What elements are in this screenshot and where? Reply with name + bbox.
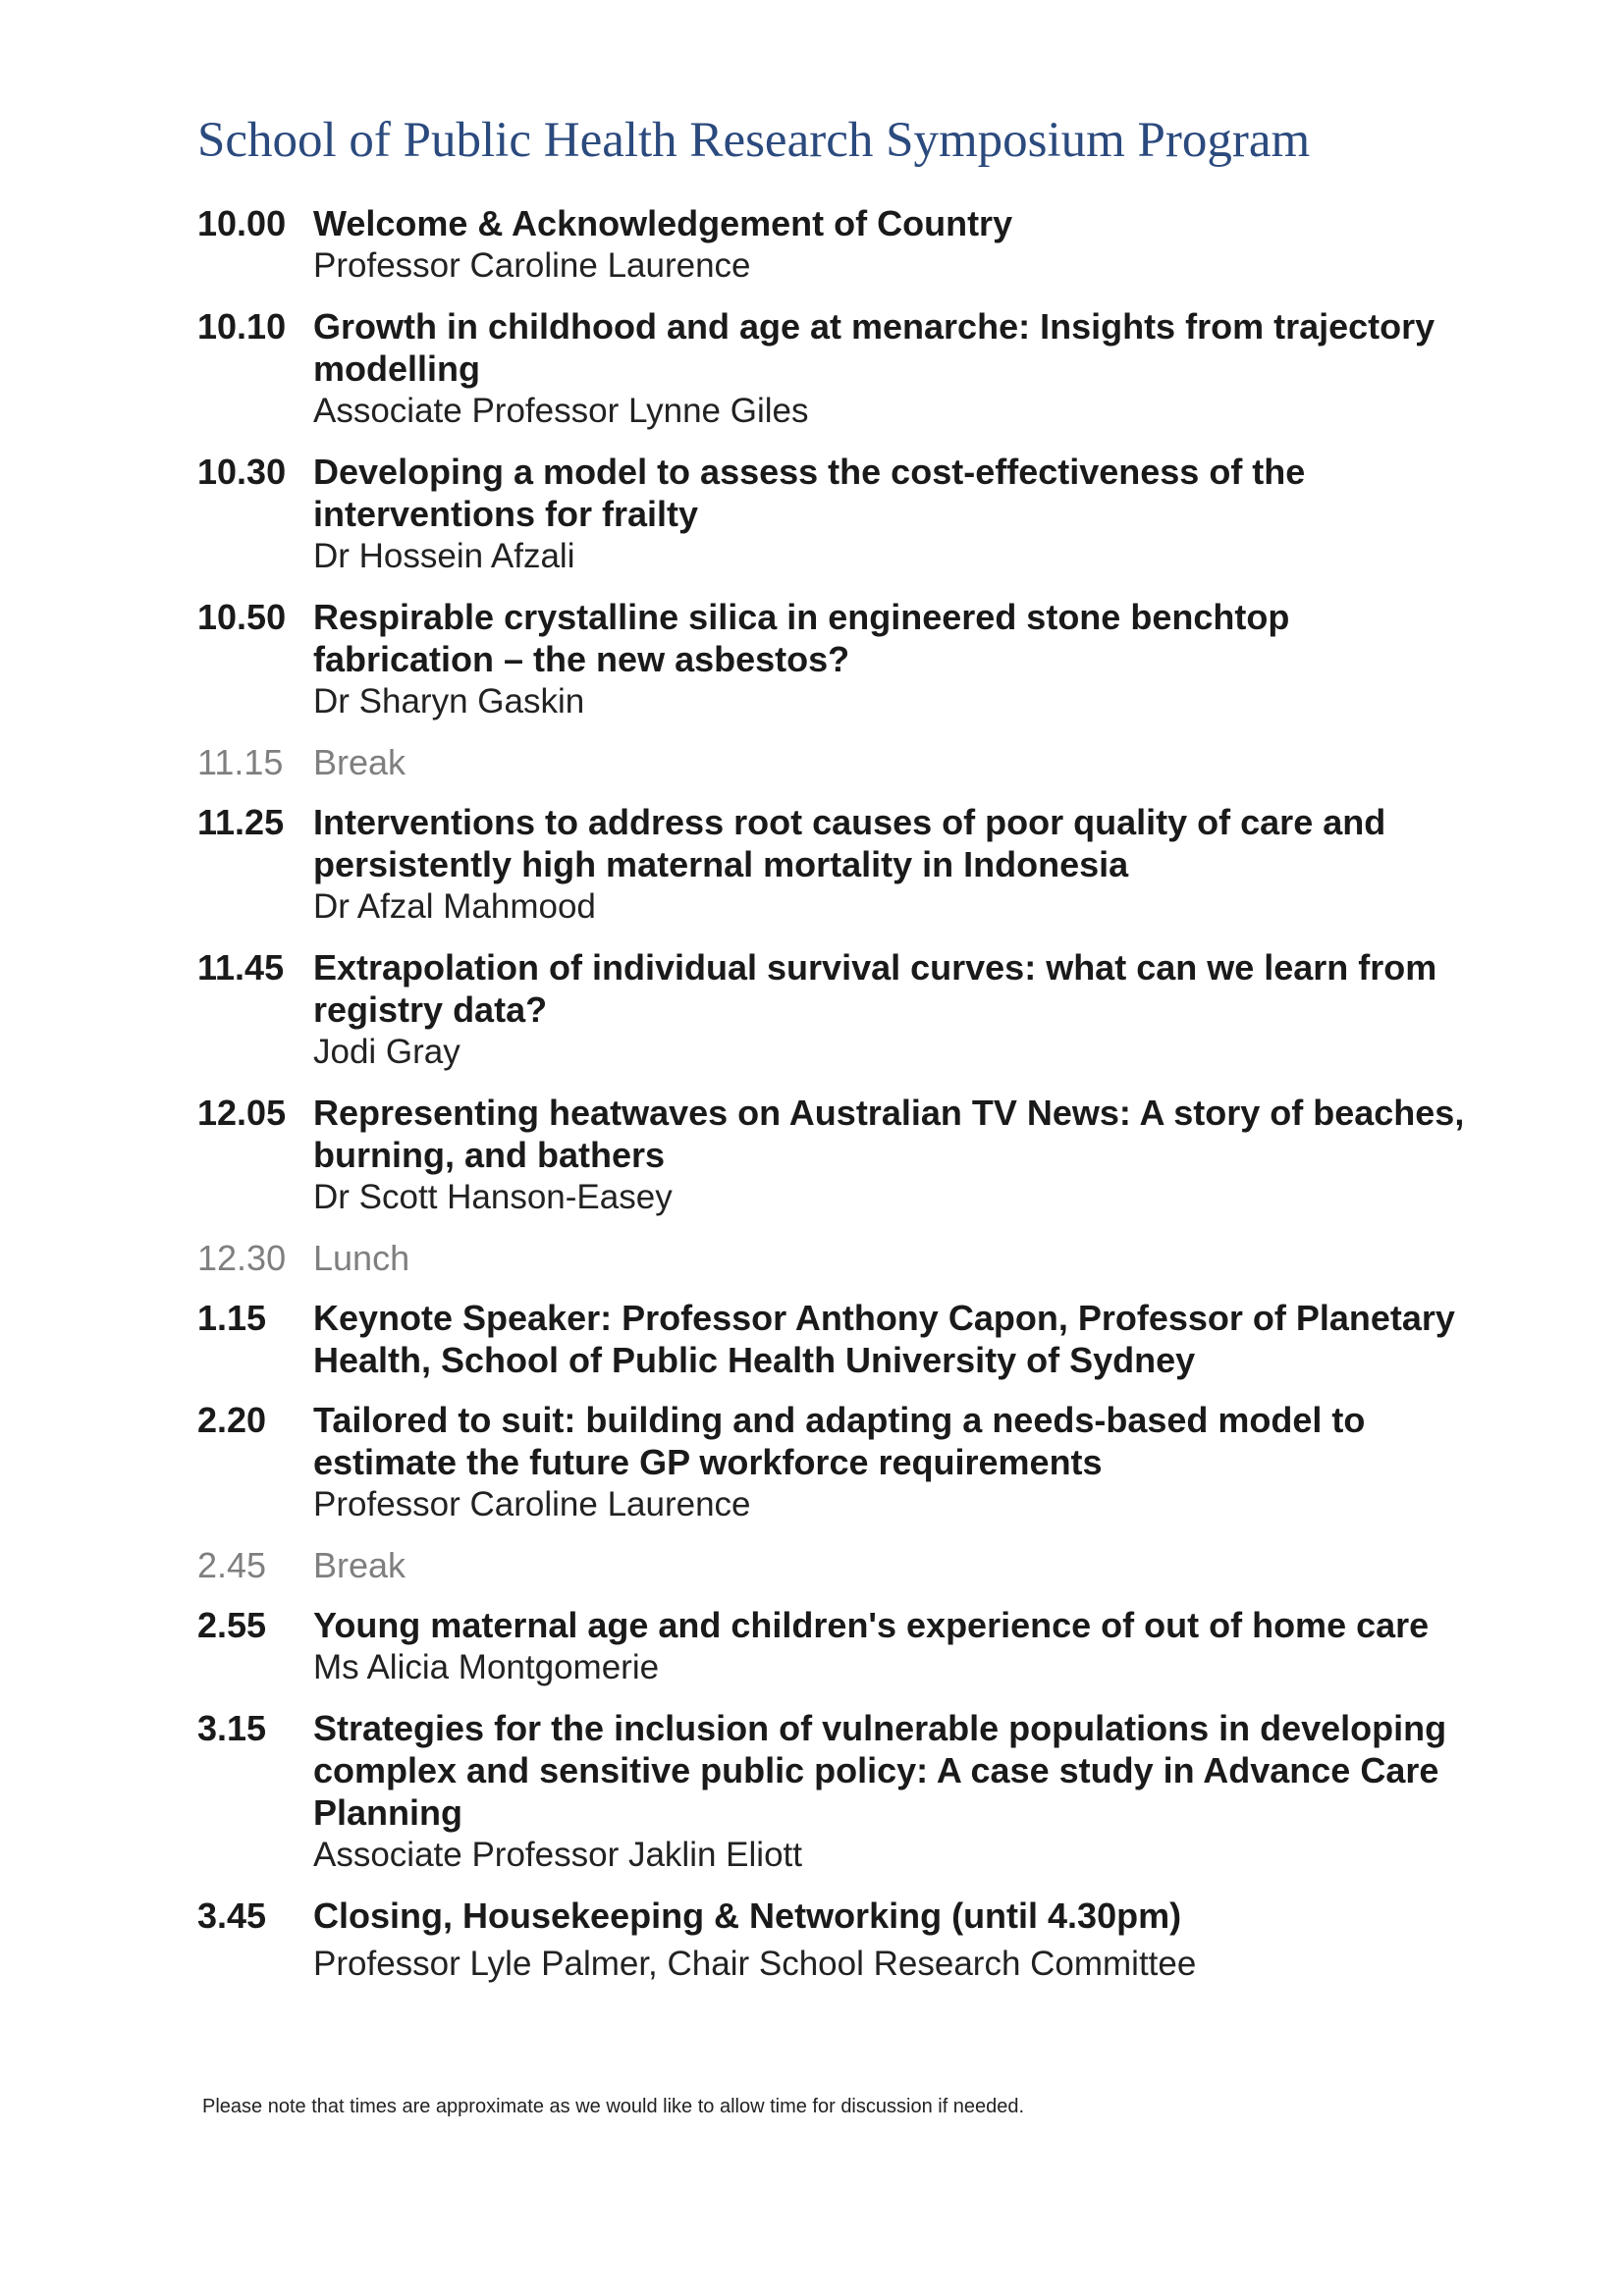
entry-title: Lunch: [313, 1238, 410, 1278]
entry-speaker: Professor Lyle Palmer, Chair School Research Committee: [313, 1945, 1197, 1983]
entry-speaker: Professor Caroline Laurence: [313, 1485, 751, 1523]
entry-title: Young maternal age and children's experience of out of home care: [313, 1605, 1430, 1645]
program-list: [197, 202, 1474, 2003]
keynote-entry: [197, 1297, 1474, 1381]
entry-title: Respirable crystalline silica in engineered stone benchtop fabrication – the new asbestos?: [313, 597, 1290, 679]
entry-time: 1.15: [197, 1298, 267, 1338]
entry-title: Extrapolation of individual survival curves: what can we learn from registry data?: [313, 947, 1437, 1030]
entry-title: Interventions to address root causes of poor quality of care and persistently high maternal mortality in Indonesia: [313, 802, 1386, 884]
page-title: School of Public Health Research Symposium Program: [197, 113, 1311, 168]
entry-title: Keynote Speaker: Professor Anthony Capon, Professor of Planetary Health, School of Public Health University of Sydney: [313, 1298, 1455, 1380]
entry-speaker: Dr Sharyn Gaskin: [313, 682, 585, 721]
entry-title: Developing a model to assess the cost-effectiveness of the interventions for frailty: [313, 452, 1306, 534]
entry-time: 2.55: [197, 1605, 267, 1645]
program-entry: [197, 1707, 1474, 1877]
entry-time: 11.25: [197, 802, 285, 842]
entry-speaker: Ms Alicia Montgomerie: [313, 1648, 660, 1686]
break-entry: [197, 741, 1474, 783]
entry-time: 3.45: [197, 1896, 267, 1936]
entry-speaker: Dr Afzal Mahmood: [313, 887, 596, 926]
program-entry: [197, 946, 1474, 1074]
entry-speaker: Dr Hossein Afzali: [313, 537, 575, 575]
program-entry: [197, 801, 1474, 929]
entry-speaker: Jodi Gray: [313, 1033, 460, 1071]
entry-title: Growth in childhood and age at menarche: Insights from trajectory modelling: [313, 306, 1435, 389]
entry-time: 10.30: [197, 452, 287, 492]
program-entry: [197, 596, 1474, 723]
program-entry: [197, 202, 1474, 288]
break-entry: [197, 1544, 1474, 1586]
entry-time: 10.00: [197, 203, 287, 243]
entry-time: 12.05: [197, 1093, 287, 1133]
break-entry: [197, 1237, 1474, 1279]
entry-speaker: Associate Professor Jaklin Eliott: [313, 1836, 802, 1874]
footnote: Please note that times are approximate as we would like to allow time for discussion if needed.: [202, 2096, 1025, 2117]
program-entry: [197, 305, 1474, 433]
program-entry: [197, 451, 1474, 578]
entry-time: 2.45: [197, 1545, 267, 1585]
entry-time: 12.30: [197, 1238, 287, 1278]
program-entry: [197, 1604, 1474, 1689]
closing-entry: [197, 1895, 1474, 1986]
entry-title: Welcome & Acknowledgement of Country: [313, 203, 1013, 243]
entry-title: Break: [313, 742, 406, 782]
entry-title: Strategies for the inclusion of vulnerable populations in developing complex and sensitive public policy: A case study in Advance Care Planning: [313, 1708, 1447, 1833]
program-entry: [197, 1399, 1474, 1526]
entry-speaker: Associate Professor Lynne Giles: [313, 392, 809, 430]
entry-time: 10.10: [197, 306, 287, 347]
entry-title: Representing heatwaves on Australian TV News: A story of beaches, burning, and bathers: [313, 1093, 1465, 1175]
entry-title: Closing, Housekeeping & Networking (until 4.30pm): [313, 1896, 1182, 1936]
program-entry: [197, 1092, 1474, 1219]
entry-time: 11.15: [197, 742, 284, 782]
entry-time: 10.50: [197, 597, 287, 637]
entry-time: 3.15: [197, 1708, 267, 1748]
entry-speaker: Professor Caroline Laurence: [313, 246, 751, 285]
entry-speaker: Dr Scott Hanson-Easey: [313, 1178, 673, 1216]
entry-title: Break: [313, 1545, 406, 1585]
entry-time: 11.45: [197, 947, 285, 988]
entry-title: Tailored to suit: building and adapting a needs-based model to estimate the future GP workforce requirements: [313, 1400, 1366, 1482]
entry-time: 2.20: [197, 1400, 267, 1440]
